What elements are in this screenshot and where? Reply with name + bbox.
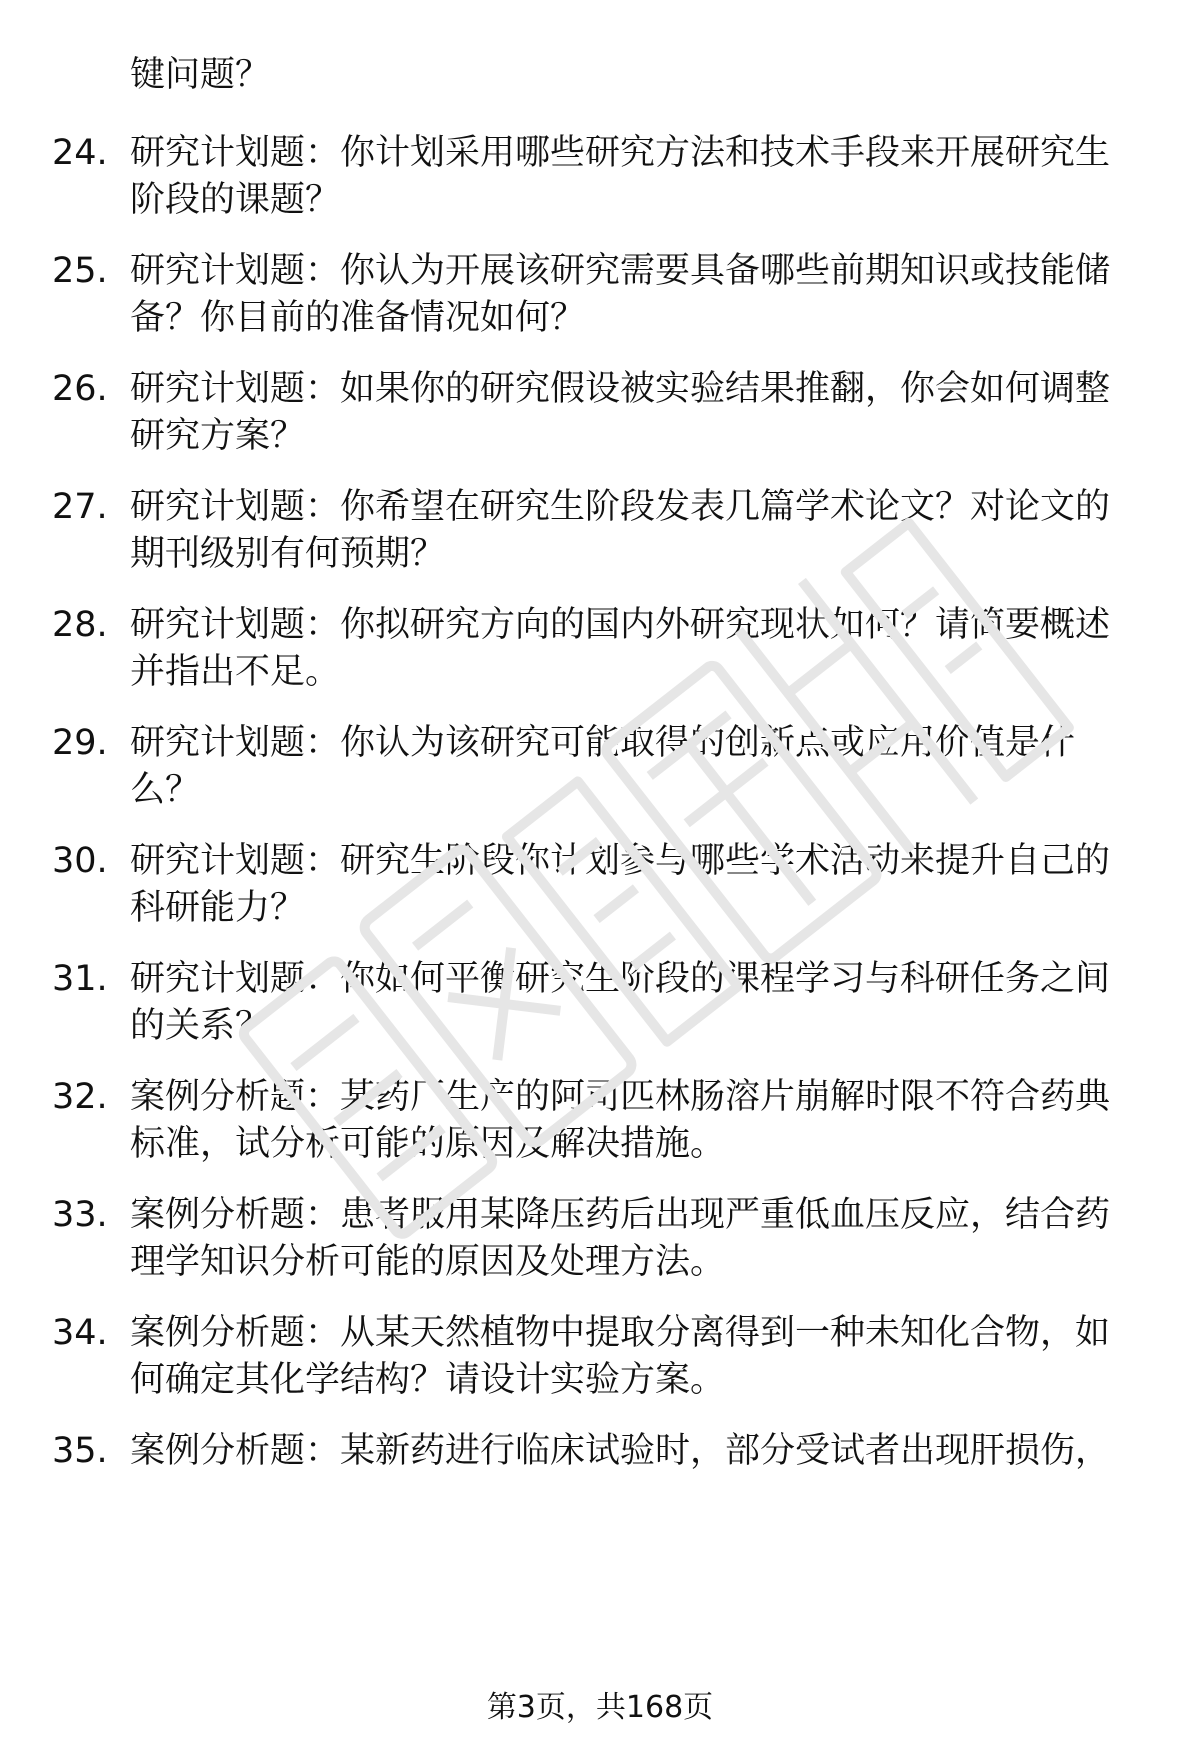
question-line: 期刊级别有何预期？ <box>130 534 446 574</box>
question-text <box>130 1192 1150 1286</box>
question-number: 29. <box>52 723 108 763</box>
question-number: 33. <box>52 1195 108 1235</box>
question-line: 何确定其化学结构？请设计实验方案。 <box>130 1360 726 1400</box>
question-line: 案例分析题：从某天然植物中提取分离得到一种未知化合物，如 <box>130 1313 1111 1353</box>
question-line: 理学知识分析可能的原因及处理方法。 <box>130 1242 726 1282</box>
question-number: 25. <box>52 251 108 291</box>
question-line: 研究计划题：你如何平衡研究生阶段的课程学习与科研任务之间 <box>130 959 1111 999</box>
question-line: 么？ <box>130 770 201 810</box>
question-line: 研究计划题：研究生阶段你计划参与哪些学术活动来提升自己的 <box>130 841 1111 881</box>
question-line: 案例分析题：某药厂生产的阿司匹林肠溶片崩解时限不符合药典 <box>130 1077 1111 1117</box>
question-line: 研究方案？ <box>130 416 306 456</box>
question-number: 34. <box>52 1313 108 1353</box>
question-text <box>130 1310 1150 1404</box>
question-line: 案例分析题：患者服用某降压药后出现严重低血压反应，结合药 <box>130 1195 1111 1235</box>
question-text <box>130 1428 1150 1475</box>
question-number: 28. <box>52 605 108 645</box>
question-line: 研究计划题：你希望在研究生阶段发表几篇学术论文？对论文的 <box>130 487 1111 527</box>
question-text <box>130 720 1150 814</box>
question-number: 30. <box>52 841 108 881</box>
question-line: 研究计划题：你认为该研究可能取得的创新点或应用价值是什 <box>130 723 1076 763</box>
question-text <box>130 838 1150 932</box>
question-text <box>130 956 1150 1050</box>
question-line: 的关系？ <box>130 1006 271 1046</box>
question-line: 案例分析题：某新药进行临床试验时，部分受试者出现肝损伤， <box>130 1431 1111 1471</box>
question-number: 32. <box>52 1077 108 1117</box>
question-text <box>130 602 1150 696</box>
question-text <box>130 366 1150 460</box>
question-line: 研究计划题：如果你的研究假设被实验结果推翻，你会如何调整 <box>130 369 1111 409</box>
question-number: 27. <box>52 487 108 527</box>
question-line: 研究计划题：你认为开展该研究需要具备哪些前期知识或技能储 <box>130 251 1111 291</box>
question-line: 备？你目前的准备情况如何？ <box>130 298 586 338</box>
question-text <box>130 248 1150 342</box>
question-line: 并指出不足。 <box>130 652 341 692</box>
question-number: 26. <box>52 369 108 409</box>
question-text <box>130 1074 1150 1168</box>
continuation-line: 键问题？ <box>130 55 271 95</box>
question-text <box>130 130 1150 224</box>
question-number: 24. <box>52 133 108 173</box>
question-line: 研究计划题：你拟研究方向的国内外研究现状如何？请简要概述 <box>130 605 1111 645</box>
page-footer: 第3页，共168页 <box>486 1690 714 1725</box>
question-text <box>130 484 1150 578</box>
question-line: 科研能力？ <box>130 888 306 928</box>
question-number: 35. <box>52 1431 108 1471</box>
question-number: 31. <box>52 959 108 999</box>
question-line: 阶段的课题？ <box>130 180 341 220</box>
question-line: 研究计划题：你计划采用哪些研究方法和技术手段来开展研究生 <box>130 133 1111 173</box>
question-line: 标准，试分析可能的原因及解决措施。 <box>130 1124 726 1164</box>
